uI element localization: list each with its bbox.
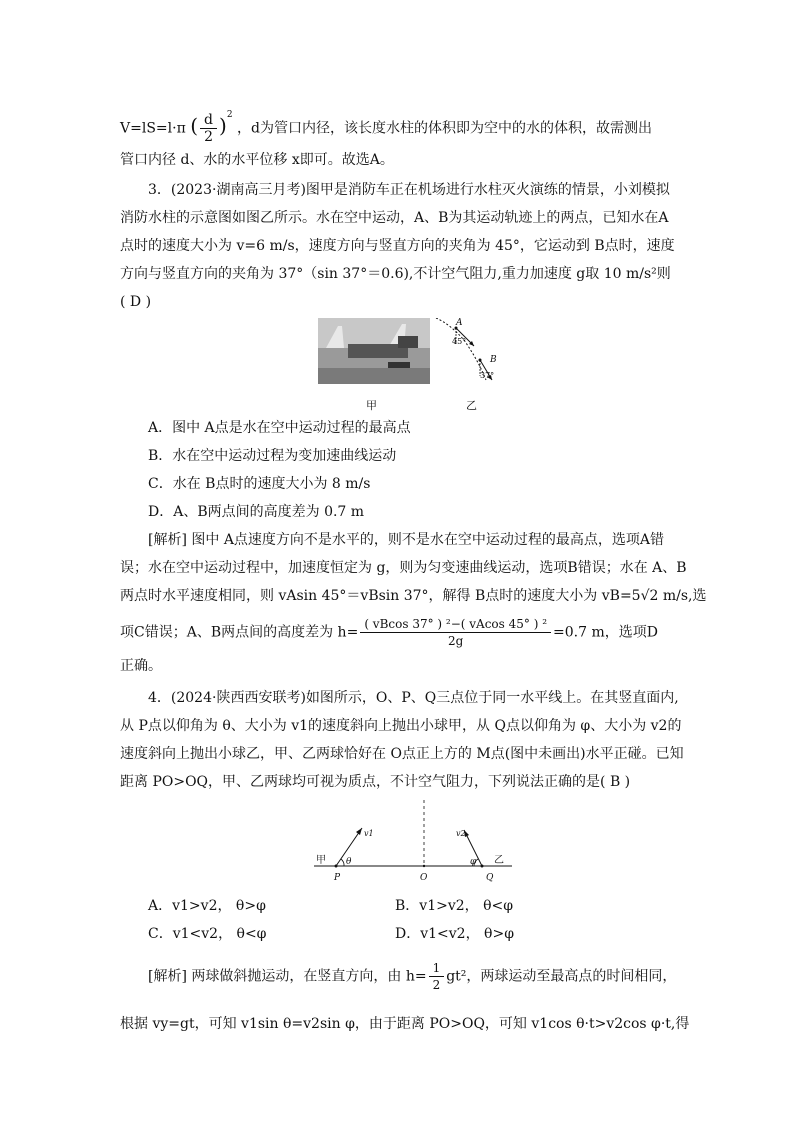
q3-fig-point-B: B (490, 355, 497, 365)
q3-photo-fire-truck (318, 318, 430, 384)
q4-option-B: B．v1>v2， θ<φ (395, 898, 514, 914)
q4-fig-phi: φ (470, 857, 477, 867)
q3-line-3: 点时的速度大小为 v=6 m/s，速度方向与竖直方向的夹角为 45°，它运动到 B点时，速度 (120, 238, 675, 254)
q4-fig-O: O (420, 873, 428, 883)
q3-fig-angle-45: 45° (452, 337, 467, 346)
q3-line-4: 方向与竖直方向的夹角为 37°（sin 37°＝0.6),不计空气阻力,重力加速度 g取 10 m/s²则 (120, 266, 671, 282)
q3-option-A: A．图中 A点是水在空中运动过程的最高点 (148, 420, 411, 436)
q4-line-2: 从 P点以仰角为 θ、大小为 v1的速度斜向上抛出小球甲，从 Q点以仰角为 φ、大小为 v2的 (120, 718, 682, 734)
top-line-1: V=lS=l·π ( $\frac{d}{2}$ )$^2$ ，d为管口内径，该长度水柱的体积即为空中的水的体积，故需测出 (120, 109, 652, 145)
q4-line-4: 距离 PO>OQ，甲、乙两球均可视为质点，不计空气阻力，下列说法正确的是( B ) (120, 774, 631, 790)
q3-analysis-3: 两点时水平速度相同，则 vAsin 45°＝vBsin 37°，解得 B点时的速度大小为 vB=5√2 m/s,选 (120, 588, 707, 604)
q4-line-3: 速度斜向上抛出小球乙，甲、乙两球恰好在 O点正上方的 M点(图中未画出)水平正碰。已知 (120, 746, 684, 762)
volume-formula: V=lS=l·π (120, 120, 186, 137)
q3-fig-angle-37: 37° (480, 371, 495, 380)
q4-option-D: D．v1<v2， θ>φ (395, 926, 514, 942)
q3-option-B: B．水在空中运动过程为变加速曲线运动 (148, 448, 397, 464)
q4-fig-P: P (334, 873, 341, 883)
q3-fig-label-jia: 甲 (366, 399, 377, 412)
q4-fig-label-yi: 乙 (494, 855, 504, 866)
q4-fig-Q: Q (486, 873, 494, 883)
q3-line-1: 3．(2023·湖南高三月考)图甲是消防车正在机场进行水柱灭火演练的情景，小刘模拟 (148, 182, 670, 198)
q4-fig-theta: θ (346, 857, 352, 867)
q3-line-2: 消防水柱的示意图如图乙所示。水在空中运动，A、B为其运动轨迹上的两点，已知水在A (120, 210, 669, 226)
q4-option-C: C．v1<v2， θ<φ (148, 926, 267, 942)
q3-analysis-1: [解析] 图中 A点速度方向不是水平的，则不是水在空中运动过程的最高点，选项A错 (148, 532, 665, 548)
q4-option-A: A．v1>v2， θ>φ (148, 898, 266, 914)
half-fraction: $\frac{1}{2}$ (429, 960, 445, 993)
q4-analysis-2: 根据 vy=gt，可知 v1sin θ=v2sin φ，由于距离 PO>OQ，可知 v1cos θ·t>v2cos φ·t,得 (120, 1016, 690, 1032)
d-over-2-fraction: $\frac{d}{2}$ (200, 112, 217, 145)
q3-fig-label-yi: 乙 (466, 399, 477, 412)
q4-line-1: 4．(2024·陕西西安联考)如图所示，O、P、Q三点位于同一水平线上。在其竖直面内, (148, 690, 679, 706)
q3-line-5: ( D ) (120, 294, 152, 310)
q3-analysis-5: 正确。 (120, 658, 162, 674)
q3-fig-point-A: A (456, 318, 463, 328)
q4-fig-label-jia: 甲 (316, 855, 326, 866)
q3-analysis-2: 误；水在空中运动过程中，加速度恒定为 g，则为匀变速曲线运动，选项B错误；水在 A、B (120, 560, 687, 576)
q3-analysis-4: 项C错误；A、B两点间的高度差为 h= $\frac{\text{( vBcos 37° ) ²−( vAcos 45° ) ²}}{2g}$ =0.7 m，选项D (120, 617, 658, 648)
top-line-1-rest: ，d为管口内径，该长度水柱的体积即为空中的水的体积，故需测出 (237, 120, 652, 137)
q3-option-C: C．水在 B点时的速度大小为 8 m/s (148, 476, 371, 492)
q4-analysis-1: [解析] 两球做斜抛运动，在竖直方向，由 h= $\frac{1}{2}$ gt²，两球运动至最高点的时间相同， (148, 961, 677, 992)
q3-option-D: D．A、B两点间的高度差为 0.7 m (148, 504, 365, 520)
height-difference-fraction: $\frac{\text{( vBcos 37° ) ²−( vAcos 45° ) ²}}{2g}$ (360, 616, 551, 649)
q4-fig-v1: v1 (364, 829, 374, 838)
q4-fig-v2: v2 (456, 829, 466, 838)
top-line-2: 管口内径 d、水的水平位移 x即可。故选A。 (120, 152, 394, 168)
